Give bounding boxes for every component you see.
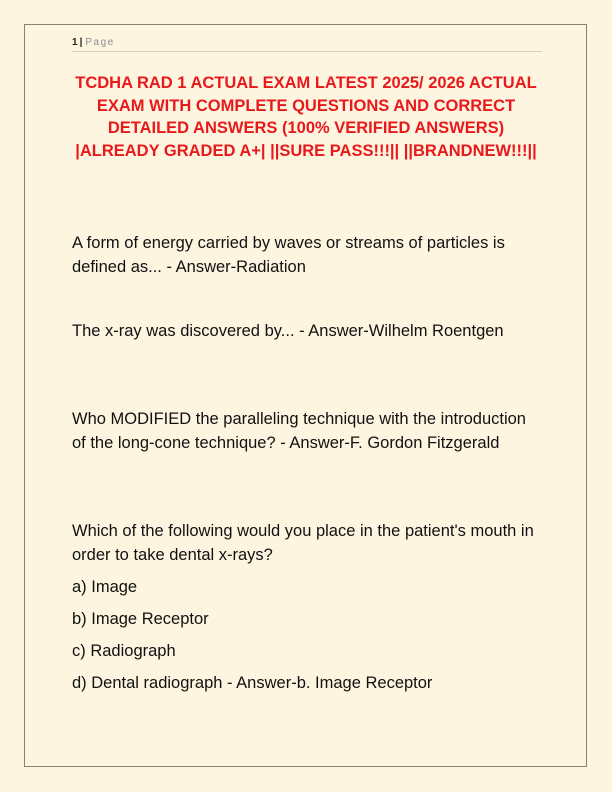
option-d: d) Dental radiograph - Answer-b. Image Receptor (72, 674, 433, 692)
option-c: c) Radiograph (72, 642, 176, 660)
option-b: b) Image Receptor (72, 610, 209, 628)
document-title: TCDHA RAD 1 ACTUAL EXAM LATEST 2025/ 2026 ACTUAL EXAM WITH COMPLETE QUESTIONS AND CORRECT DETAILED ANSWERS (100% VERIFIED ANSWERS) |ALREADY GRADED A+| ||SURE PASS!!!|| ||BRANDNEW!!!|| (75, 74, 537, 160)
question-2: The x-ray was discovered by... - Answer-Wilhelm Roentgen (72, 322, 504, 340)
page-label: Page (85, 37, 115, 48)
page-number-separator: | (79, 37, 83, 48)
option-a: a) Image (72, 578, 138, 596)
question-3: Who MODIFIED the paralleling technique with the introduction of the long-cone technique? - Answer-F. Gordon Fitzgerald (72, 410, 526, 452)
question-1: A form of energy carried by waves or streams of particles is defined as... - Answer-Radiation (72, 234, 505, 276)
page-number: 1 (72, 37, 78, 48)
page-header (72, 36, 542, 52)
question-4: Which of the following would you place in the patient's mouth in order to take dental x-rays? (72, 522, 534, 564)
